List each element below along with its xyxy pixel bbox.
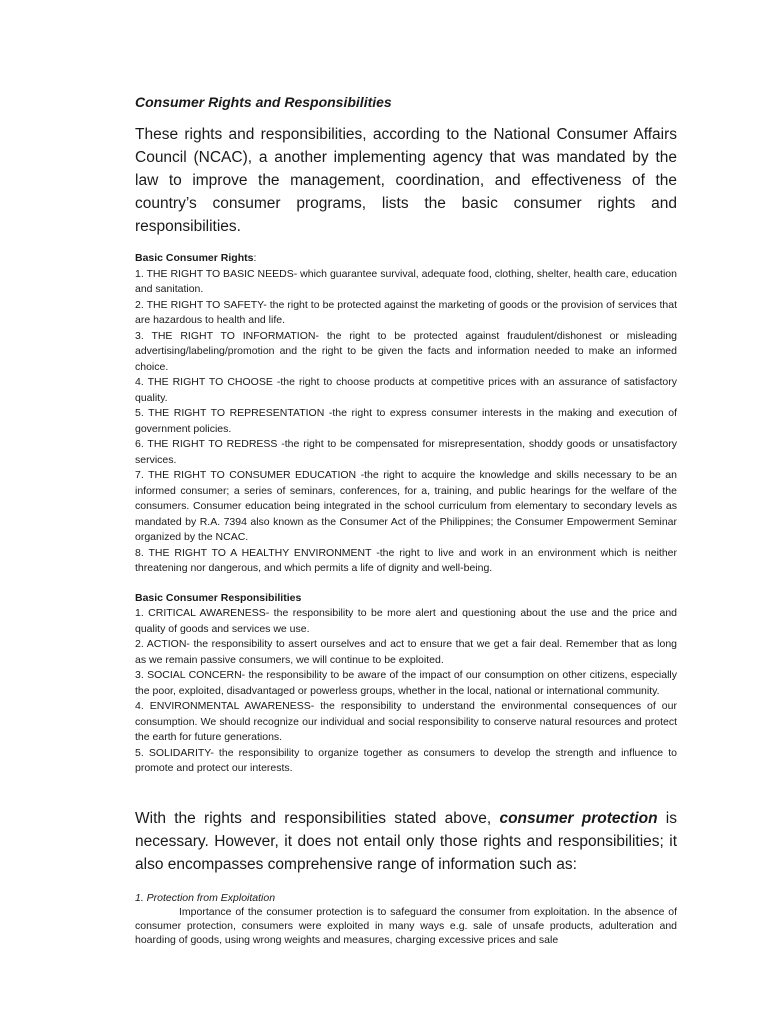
closing-emphasis: consumer protection	[499, 809, 658, 827]
rights-heading	[135, 251, 677, 267]
responsibility-item-5: 5. SOLIDARITY- the responsibility to organize together as consumers to develop the strength and influence to promote and protect our interests.	[135, 746, 677, 774]
document-page	[135, 94, 677, 947]
protection-text: Importance of the consumer protection is to safeguard the consumer from exploitation. In the absence of consumer protection, consumers were exploited in many ways e.g. sale of unsafe products, adulteration and hoarding of goods, using wrong weights and measures, charging excessive prices and sale	[135, 905, 677, 946]
rights-item-3: 3. THE RIGHT TO INFORMATION- the right to be protected against fraudulent/dishonest or misleading advertising/labeling/promotion and the right to be given the facts and information needed to make an informed choice.	[135, 329, 677, 373]
responsibility-item-4: 4. ENVIRONMENTAL AWARENESS- the responsibility to understand the environmental consequences of our consumption. We should recognize our individual and social responsibility to conserve natural resources and protect the earth for future generations.	[135, 700, 677, 743]
responsibility-item-2: 2. ACTION- the responsibility to assert ourselves and act to ensure that we get a fair deal. Remember that as long as we remain passive consumers, we will continue to be exploited.	[135, 638, 677, 666]
rights-item-2: 2. THE RIGHT TO SAFETY- the right to be protected against the marketing of goods or the provision of services that are hazardous to health and life.	[135, 298, 677, 326]
rights-item-6: 6. THE RIGHT TO REDRESS -the right to be compensated for misrepresentation, shoddy goods or unsatisfactory services.	[135, 438, 677, 466]
rights-section	[135, 251, 677, 577]
rights-heading-suffix: :	[253, 252, 257, 264]
responsibilities-section	[135, 591, 677, 777]
rights-item-4: 4. THE RIGHT TO CHOOSE -the right to choose products at competitive prices with an assurance of satisfactory quality.	[135, 376, 677, 404]
closing-paragraph	[135, 807, 677, 876]
closing-text-before: With the rights and responsibilities stated above,	[135, 809, 500, 827]
rights-heading-text: Basic Consumer Rights	[135, 252, 254, 264]
rights-item-1: 1. THE RIGHT TO BASIC NEEDS- which guarantee survival, adequate food, clothing, shelter, health care, education and sanitation.	[135, 267, 677, 295]
rights-item-8: 8. THE RIGHT TO A HEALTHY ENVIRONMENT -the right to live and work in an environment which is neither threatening nor dangerous, and which permits a life of dignity and well-being.	[135, 546, 677, 574]
protection-heading: 1. Protection from Exploitation	[135, 891, 276, 904]
rights-item-7: 7. THE RIGHT TO CONSUMER EDUCATION -the right to acquire the knowledge and skills necessary to be an informed consumer; a series of seminars, conferences, for a, training, and public hearings for the welfare of the consumers. Consumer education being integrated in the school curriculum from elementary to secondary levels as mandated by R.A. 7394 also known as the Consumer Act of the Philippines; the Consumer Empowerment Seminar organized by the NCAC.	[135, 469, 677, 543]
responsibility-item-3: 3. SOCIAL CONCERN- the responsibility to be aware of the impact of our consumption on other citizens, especially the poor, exploited, disadvantaged or powerless groups, whether in the local, national or international community.	[135, 669, 677, 697]
responsibility-item-1: 1. CRITICAL AWARENESS- the responsibility to be more alert and questioning about the use and the price and quality of goods and services we use.	[135, 607, 677, 635]
document-title: Consumer Rights and Responsibilities	[135, 94, 392, 110]
rights-item-5: 5. THE RIGHT TO REPRESENTATION -the right to express consumer interests in the making and execution of government policies.	[135, 407, 677, 435]
closing-text-after: is necessary. However, it does not entail only those rights and responsibilities; it also encompasses comprehensive range of information such as:	[135, 809, 677, 873]
responsibilities-heading: Basic Consumer Responsibilities	[135, 591, 302, 604]
intro-paragraph: These rights and responsibilities, according to the National Consumer Affairs Council (NCAC), a another implementing agency that was mandated by the law to improve the management, coordination, and effectiveness of the country’s consumer programs, lists the basic consumer rights and responsibilities.	[135, 126, 677, 235]
